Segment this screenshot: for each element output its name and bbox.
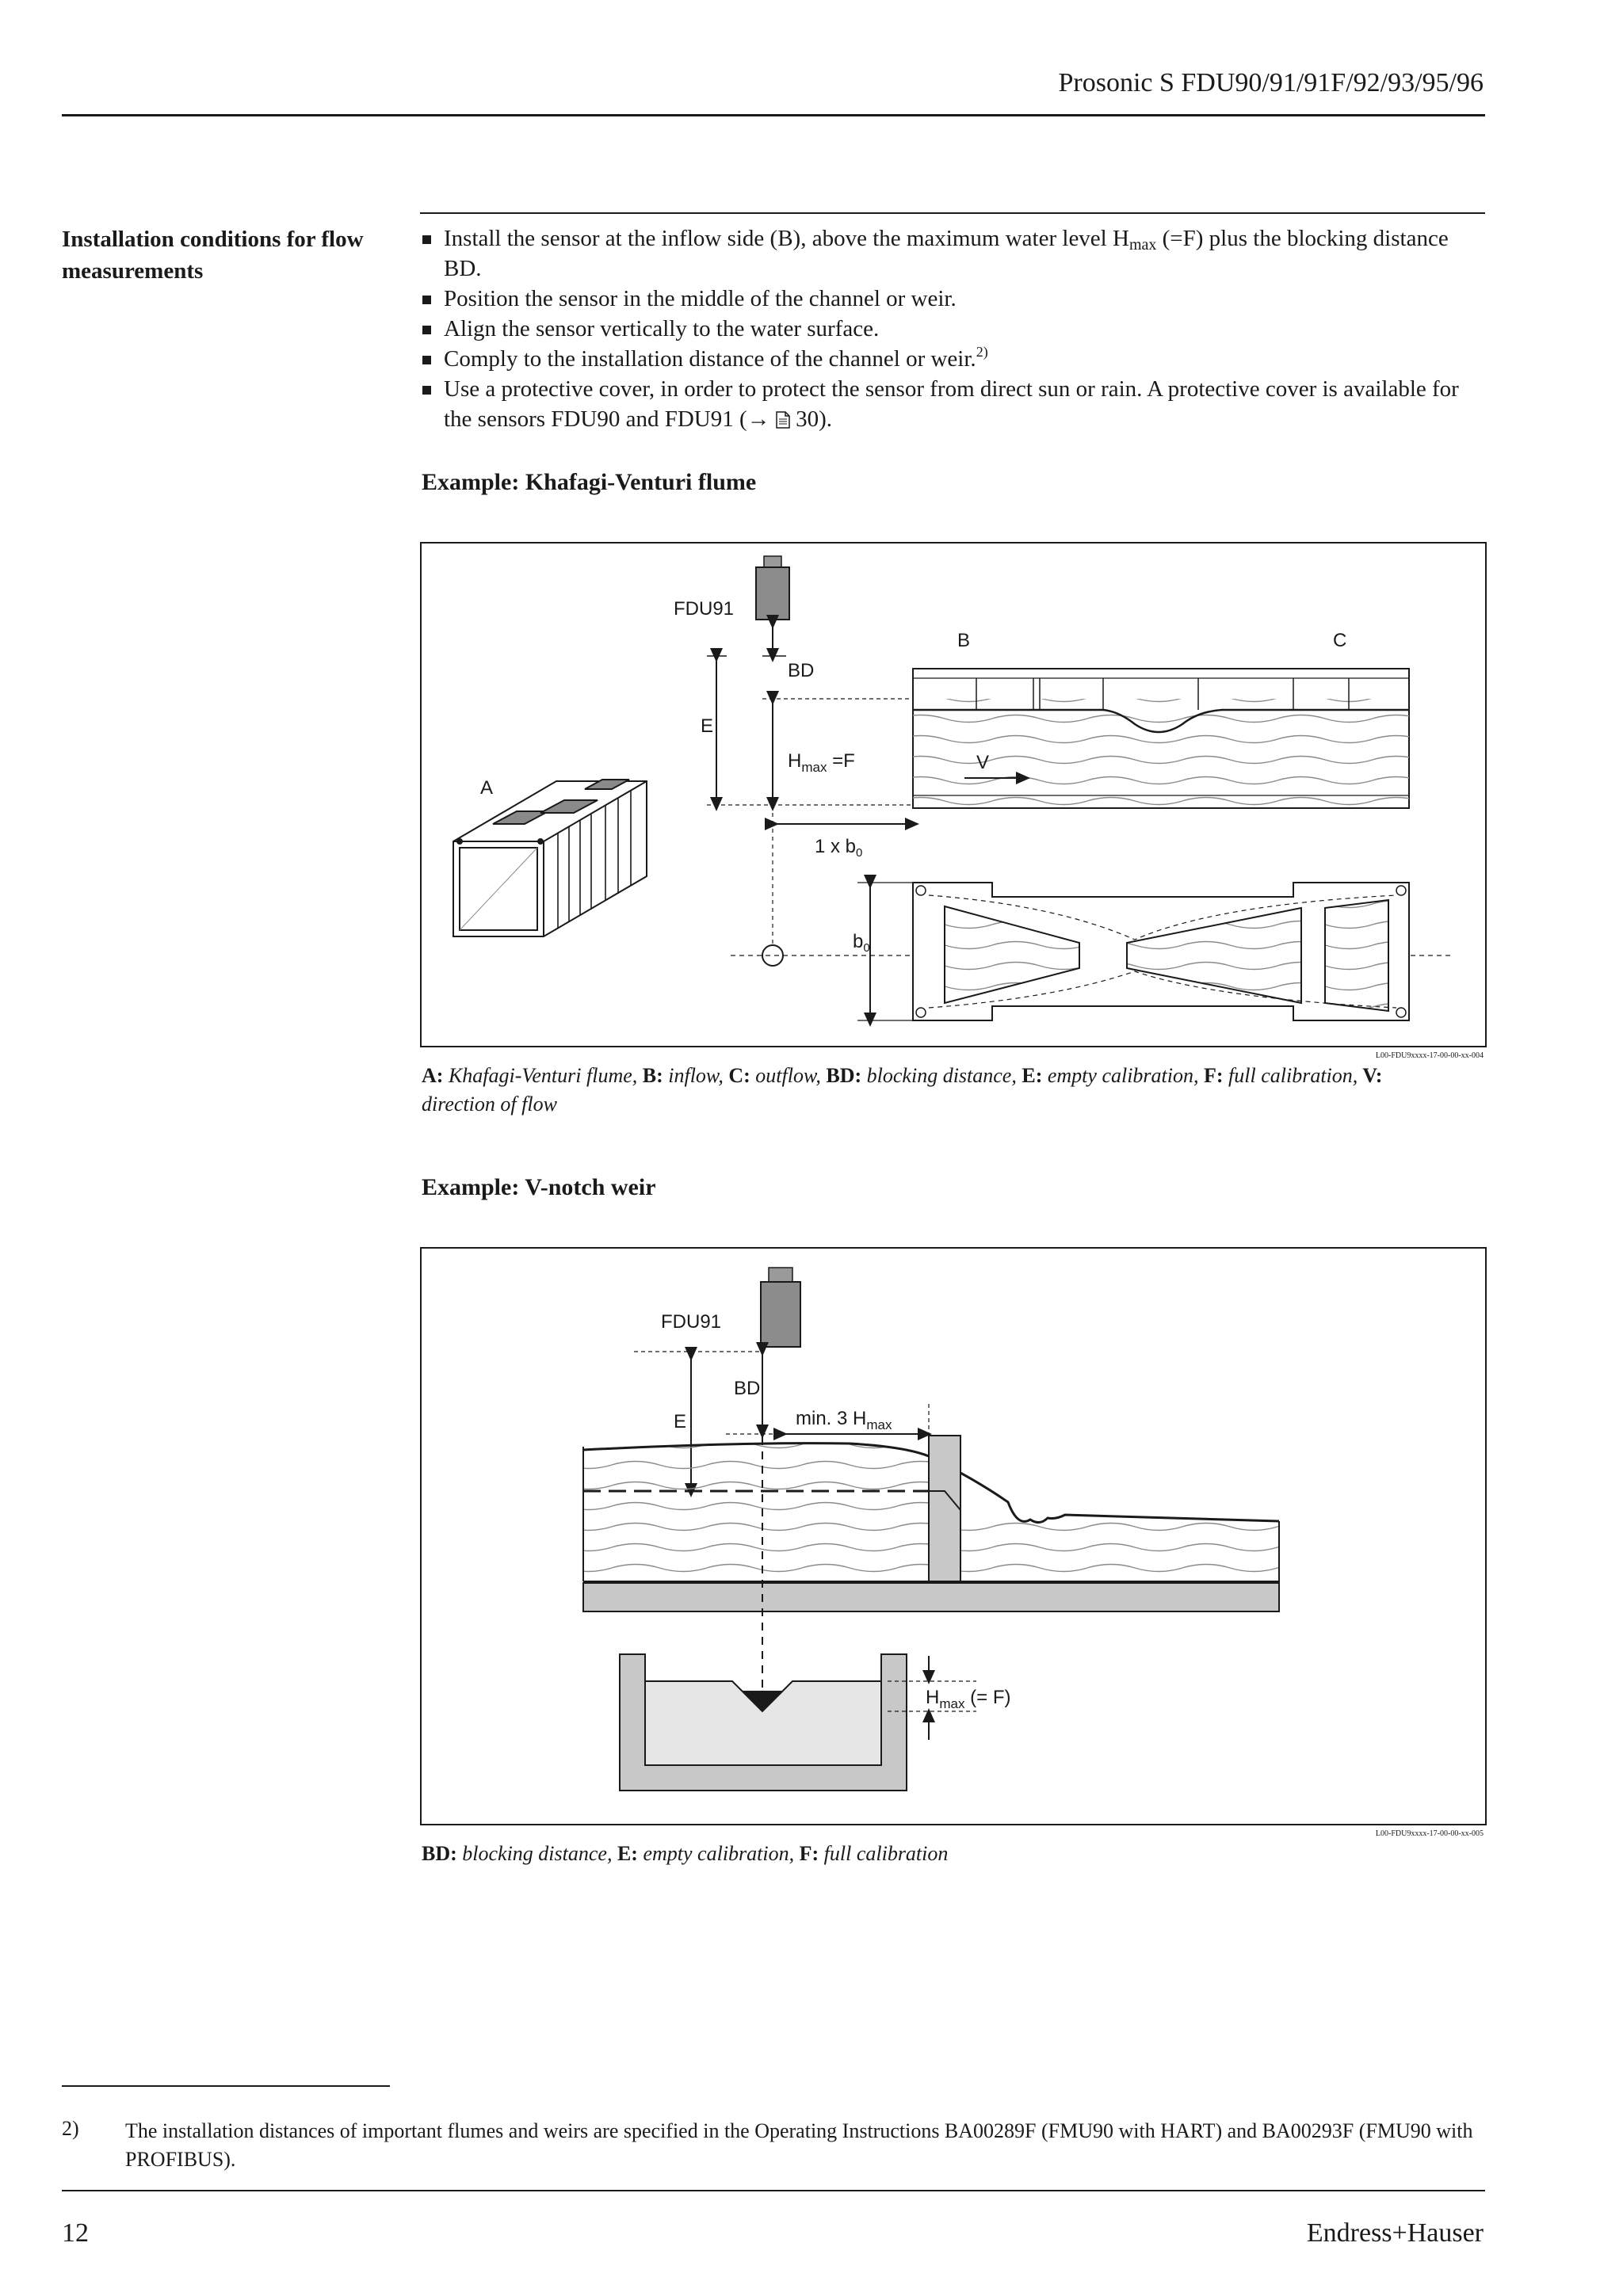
publisher-name: Endress+Hauser [1306, 2218, 1484, 2248]
sensor-position-marker [762, 945, 783, 966]
label-min-distance: min. 3 $H_{max}$ [796, 1408, 892, 1432]
page-number: 12 [62, 2218, 89, 2248]
v-notch-weir-diagram [422, 1249, 1485, 1824]
sensor-body [761, 1282, 800, 1347]
page-reference-link[interactable]: 30 [796, 406, 819, 432]
label-b0: $b_0$ [853, 931, 870, 955]
label-bd: BD [734, 1378, 761, 1399]
label-inflow: B [957, 630, 971, 651]
label-outflow: C [1333, 630, 1347, 651]
sensor-body [756, 567, 789, 620]
label-e: E [674, 1411, 687, 1432]
label-direction: V [976, 752, 990, 773]
list-item: Align the sensor vertically to the water surface. [420, 314, 1486, 344]
example-1-title: Example: Khafagi-Venturi flume [422, 469, 757, 495]
page-reference-icon [776, 411, 790, 429]
label-flume: A [480, 777, 494, 799]
footnote-number: 2) [62, 2117, 79, 2140]
label-hmax: $H_{max} =F$ [788, 750, 855, 775]
figure-id-1: L00-FDU9xxxx-17-00-00-xx-004 [1375, 1051, 1484, 1060]
sensor-connector [769, 1268, 792, 1282]
footer-rule [62, 2190, 1485, 2191]
v-notch-weir-figure [420, 1247, 1487, 1838]
section-rule [420, 212, 1485, 214]
section-title: Installation conditions for flow measurements [62, 227, 364, 284]
label-bd: BD [788, 660, 815, 681]
list-item: Position the sensor in the middle of the channel or weir. [420, 284, 1486, 314]
header-rule [62, 114, 1485, 116]
list-item: Comply to the installation distance of the channel or weir.$^{2)}$ [420, 344, 1486, 374]
sensor-label: FDU91 [661, 1311, 722, 1333]
flume-3d-view [453, 780, 647, 936]
label-hmax: $H_{max}$ (= F) [926, 1687, 1011, 1711]
sensor-connector [764, 556, 781, 567]
khafagi-venturi-diagram [422, 543, 1485, 1046]
label-e: E [701, 715, 714, 737]
document-header-title: Prosonic S FDU90/91/91F/92/93/95/96 [1058, 68, 1484, 97]
channel-floor [583, 1583, 1279, 1611]
footnote-text: The installation distances of important flumes and weirs are specified in the Operating Instructions BA00289F (FMU90 with HART) and BA00293F (FMU90 with PROFIBUS). [125, 2119, 1473, 2171]
installation-conditions-list [420, 223, 1486, 434]
example-2-title: Example: V-notch weir [422, 1174, 656, 1200]
weir-plate [929, 1436, 960, 1583]
figure-id-2: L00-FDU9xxxx-17-00-00-xx-005 [1375, 1829, 1484, 1838]
list-item: Use a protective cover, in order to protect the sensor from direct sun or rain. A protective cover is available for the sensors FDU90 and FDU91 (→ 30). [420, 374, 1486, 434]
label-1xb0: 1 x $b_0$ [815, 836, 863, 860]
sensor-label: FDU91 [674, 598, 735, 620]
list-item: Install the sensor at the inflow side (B), above the maximum water level $H_{max}$ (=F) plus the blocking distance BD. [420, 223, 1486, 284]
khafagi-venturi-figure [420, 542, 1487, 1060]
footnote-rule [62, 2085, 390, 2087]
figure-1-caption: A: Khafagi-Venturi flume, B: inflow, C: outflow, BD: blocking distance, E: empty calibration, F: full calibration, V: direction of flow [422, 1064, 1383, 1116]
footnote-ref[interactable]: 2) [976, 344, 988, 360]
figure-2-caption: BD: blocking distance, E: empty calibration, F: full calibration [422, 1842, 949, 1865]
